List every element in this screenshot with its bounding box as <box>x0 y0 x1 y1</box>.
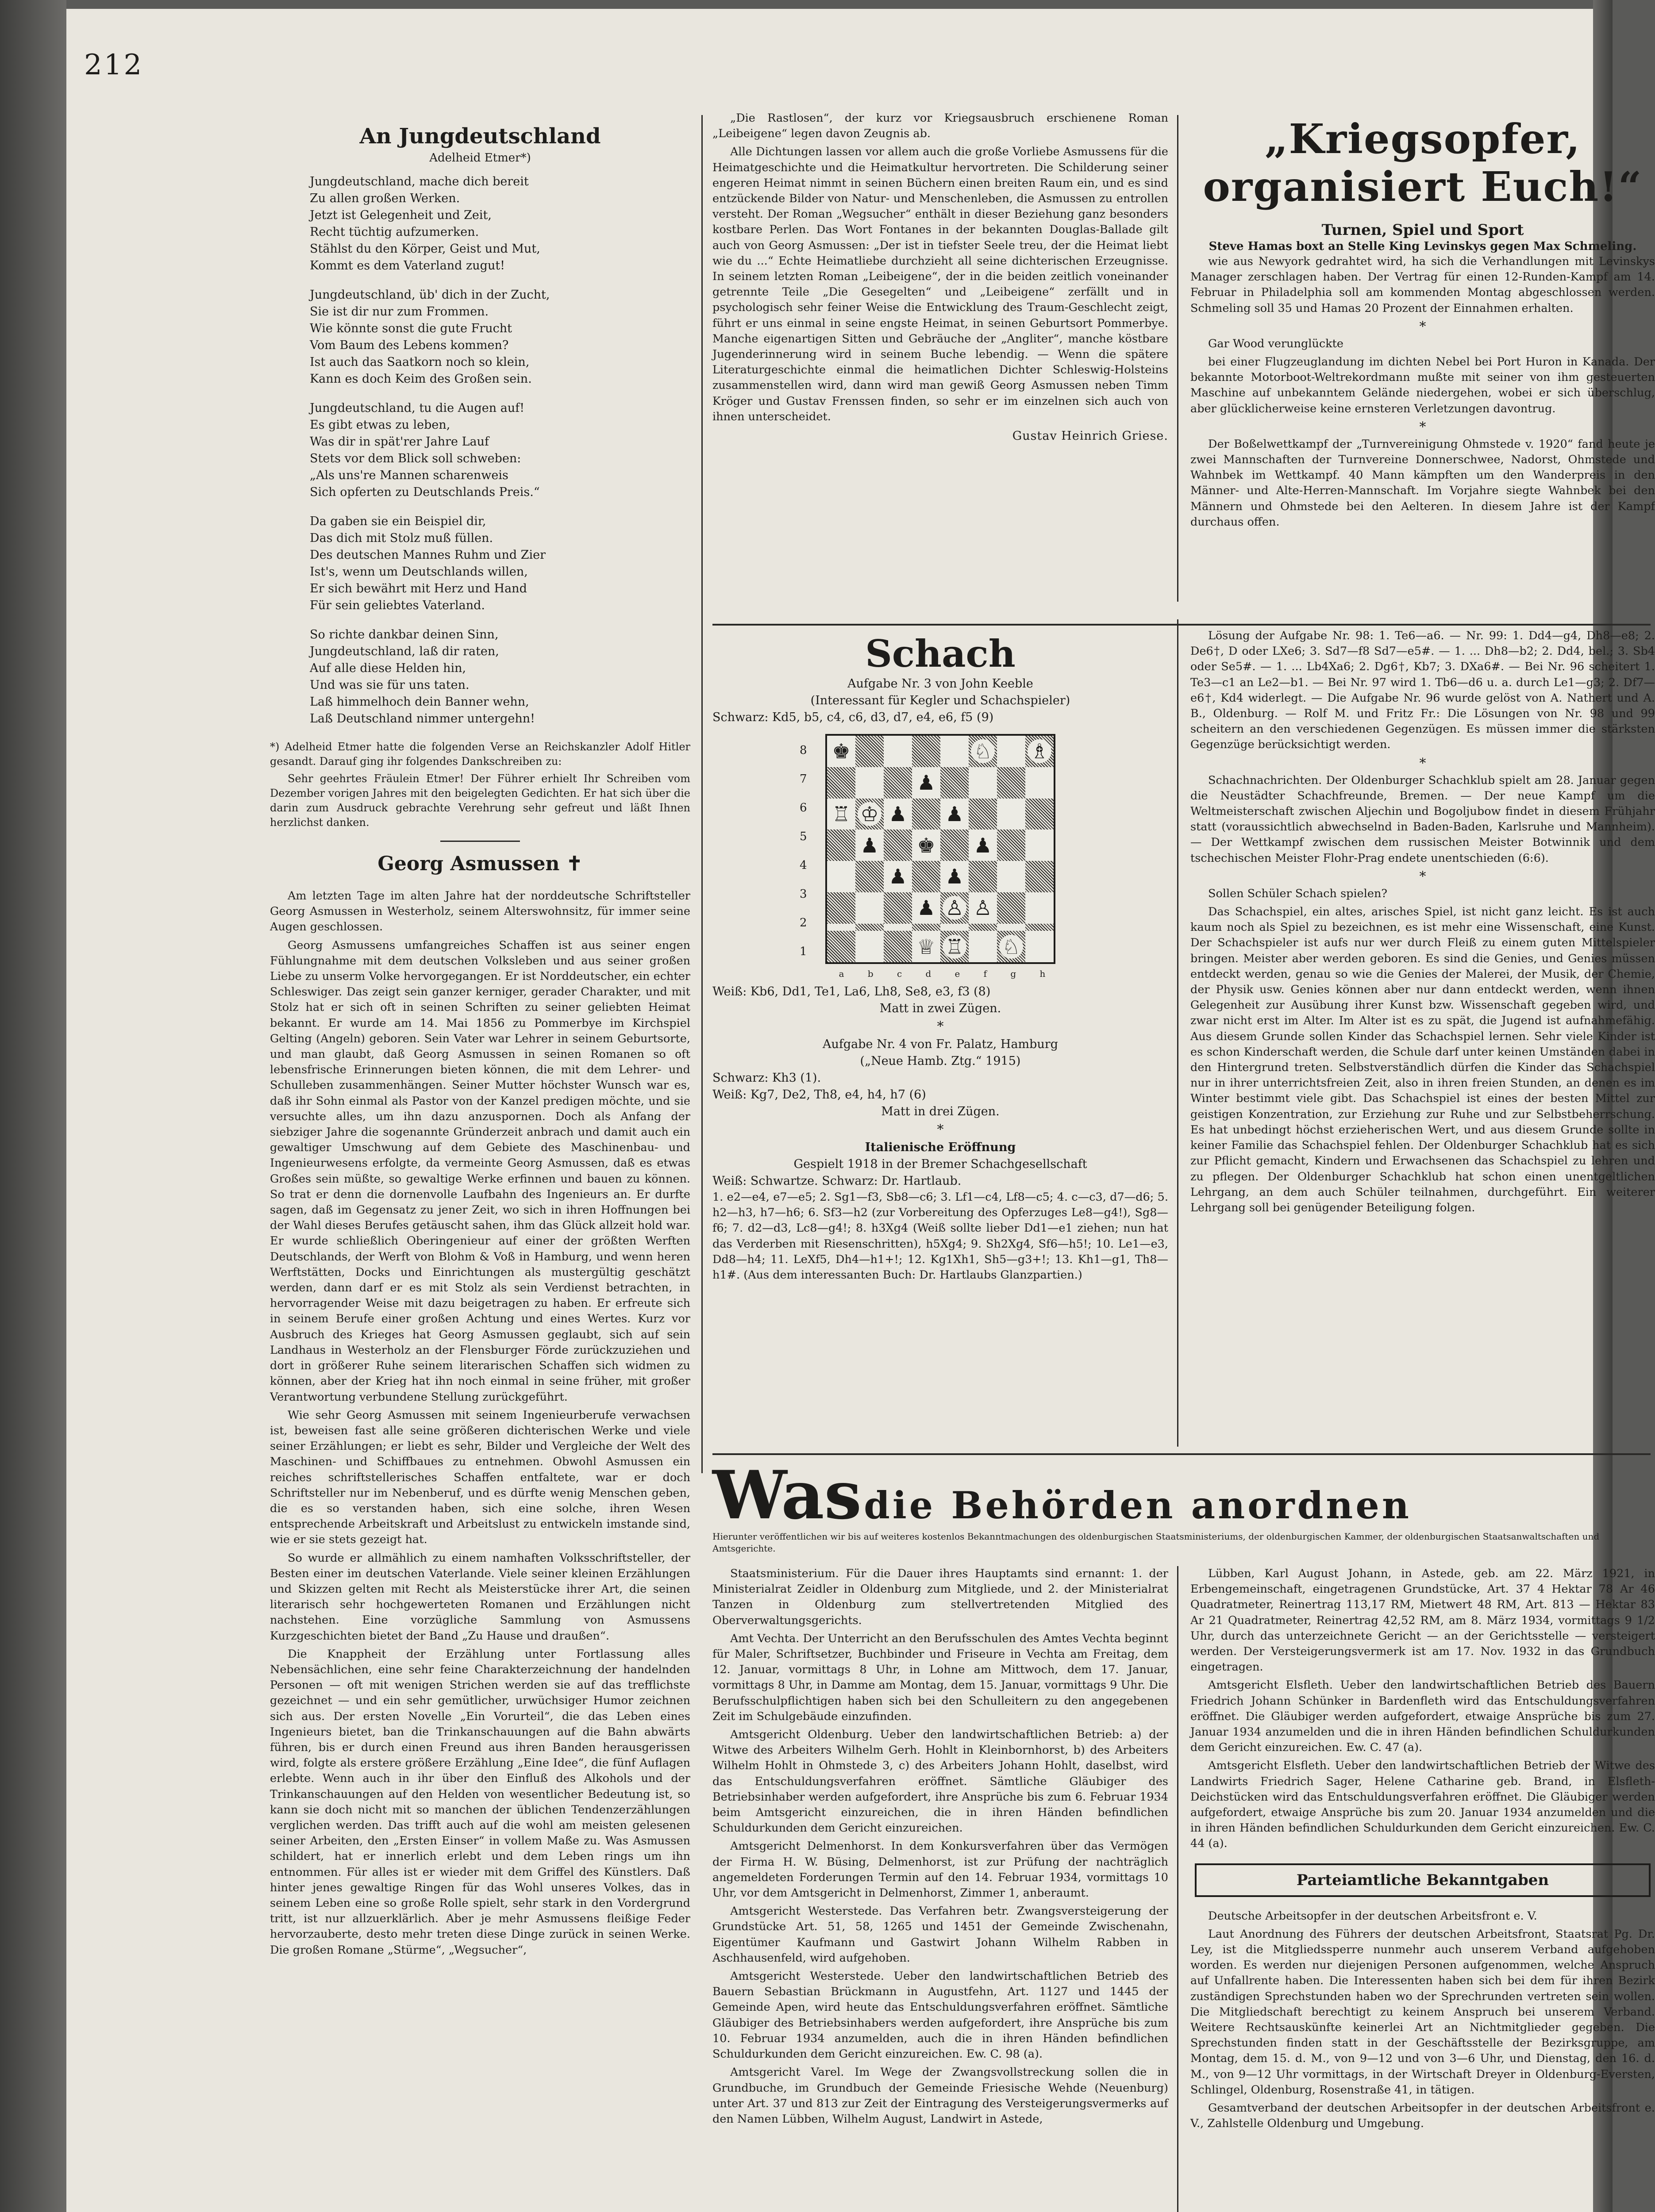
poem-line: Stählst du den Körper, Geist und Mut, <box>310 242 540 256</box>
board-square <box>997 767 1025 799</box>
poem-line: „Als uns're Mannen scharenweis <box>310 469 508 482</box>
sport-subtitle: Steve Hamas boxt an Stelle King Levinskys gegen Max Schmeling. <box>1209 240 1637 253</box>
chess-piece-icon: ♟ <box>858 833 881 857</box>
game-moves: 1. e2—e4, e7—e5; 2. Sg1—f3, Sb8—c6; 3. Lf1—c4, Lf8—c5; 4. c—c3, d7—d6; 5. h2—h3, h7—h6; 6. Sf3—h2 (zur Vorbereitung des Opferzuges Le8—g4!), Sg8—f6; 7. d2—d3, Lc8—g4!; 8. h3Xg4 (Weiß sollte lieber Dd1—e1 ziehen; nun hat das Verderben mit Riesenschritten), h5Xg4; 9. Sh2Xg4, Sf6—h5!; 10. Le1—e3, Dd8—h4; 11. LeXf5, Dh4—h1+!; 12. Kg1Xh1, Sh5—g3+!; 13. Kh1—g1, Th8—h1#. (Aus dem interessanten Buch: Dr. Hartlaubs Glanzpartien.) <box>712 1190 1168 1282</box>
paragraph: Sollen Schüler Schach spielen? <box>1208 887 1388 900</box>
poem-line: Laß Deutschland nimmer untergehn! <box>310 712 535 726</box>
chess-piece-icon: ♙ <box>943 896 966 920</box>
board-square <box>827 799 855 830</box>
board-square <box>827 924 855 931</box>
poem-stanza <box>270 173 690 274</box>
paragraph: Amtsgericht Westerstede. Ueber den landwirtschaftlichen Betrieb des Bauern Sebastian Brückmann in Augustfehn, Art. 1127 und 1445 der Gemeinde Apen, wird heute das Entschuldungsverfahren eröffnet. Sämtliche Gläubiger des Betriebsinhabers werden aufgefordert, ihre Ansprüche bis zum 10. Februar 1934 anzumelden, auch die in ihren Händen befindlichen Schuldurkunden dem Gericht einzureichen. Ew. C. 98 (a). <box>712 1970 1168 2061</box>
problem3-note: (Interessant für Kegler und Schachspieler) <box>810 694 1070 707</box>
chess-column <box>712 628 1168 1447</box>
chess-piece-icon: ♟ <box>914 771 938 795</box>
poem-line: So richte dankbar deinen Sinn, <box>310 628 499 641</box>
board-square <box>997 924 1025 931</box>
poem-stanza <box>270 400 690 501</box>
poem-line: Recht tüchtig aufzumerken. <box>310 225 479 239</box>
poem-stanza <box>270 287 690 388</box>
rank-label: 2 <box>800 916 807 929</box>
column-rule <box>1177 619 1178 1447</box>
board-square <box>855 736 884 767</box>
board-square <box>912 892 940 924</box>
problem3-title: Aufgabe Nr. 3 von John Keeble <box>847 677 1033 691</box>
newspaper-page <box>66 9 1655 2212</box>
poem-author: Adelheid Etmer*) <box>429 151 531 165</box>
board-square <box>1025 892 1054 924</box>
paragraph: Amt Vechta. Der Unterricht an den Berufsschulen des Amtes Vechta beginnt für Maler, Schriftsetzer, Buchbinder und Friseure in Vechta am Freitag, dem 12. Januar, vormittags 8 Uhr, in Lohne am Mittwoch, dem 17. Januar, vormittags 8 Uhr, in Damme am Montag, dem 15. Januar, vormittags 9 Uhr. Die Berufsschulpflichtigen haben sich bei den Schulleitern zu den angegebenen Zeit im Schulgebäude einzufinden. <box>712 1632 1168 1723</box>
column-rule <box>1177 115 1178 602</box>
rank-label: 8 <box>800 743 807 757</box>
paragraph: Wie sehr Georg Asmussen mit seinem Ingenieurberufe verwachsen ist, beweisen fast alle seine größeren dichterischen Werke und viele seiner Erzählungen; er liebt es sehr, Bilder und Vergleiche der Welt des Maschinen- und Schiffbaues zu entnehmen. Obwohl Asmussen ein reiches schriftstellerisches Schaffen entfaltete, war er doch Schriftsteller nur im Nebenberuf, und es dürfte wenig Menschen geben, die es so verstanden haben, sich eine solche, ihren Wesen entsprechende Arbeitskraft und Arbeitslust zu entwickeln imstande sind, wie er sie stets gezeigt hat. <box>270 1408 690 1547</box>
was-headline: Was <box>712 1456 862 1534</box>
paragraph: Die Knappheit der Erzählung unter Fortlassung alles Nebensächlichen, eine sehr feine Charakterzeichnung der handelnden Personen — oft mit wenigen Strichen werden sie auf das trefflichste gezeichnet — und ein sehr gemütlicher, urwüchsiger Humor zeichnen sich aus. Der ersten Novelle „Ein Vorurteil“, die das Leben eines Ingenieurs bietet, ban die Trinkanschauungen auf die Bahn abwärts führen, bis er durch einen Freund aus ihren Banden herausgerissen wird, folgte als erstere größere Erzählung „Eine Idee“, die fünf Auflagen erlebte. Wenn auch in ihr über den Einfluß des Alkohols und der Trinkanschauungen auf den Helden von wesentlicher Bedeutung ist, so kann sie doch nicht mit so manchen der üblichen Tendenzerzählungen verglichen werden. Das trifft auch auf die wohl am meisten gelesenen seiner Arbeiten, den „Ersten Einser“ in vollem Maße zu. Was Asmussen schildert, hat er innerlich erlebt und dem Leben rings um ihn entnommen. Für alles ist er wieder mit dem Griffel des Künstlers. Daß hinter jenes gewaltige Ringen für das Wohl unseres Volkes, das in seinem Leben eine so große Rolle spielt, sehr stark in den Vordergrund tritt, ist nur allzuerklärlich. Aber je mehr Asmussens fleißige Feder hervorzauberte, desto mehr treten diese Dinge zurück in seinen Werke. Die großen Romane „Stürme“, „Wegsucher“, <box>270 1647 690 1957</box>
paragraph: Georg Asmussens umfangreiches Schaffen ist aus seiner engen Fühlungnahme mit dem deutschen Volksleben und aus seiner großen Liebe zu unserm Volke hervorgegangen. Er ist Norddeutscher, ein echter Schleswiger. Das zeigt sein ganzer kerniger, gerader Charakter, und mit Stolz hat er sich oft in seinen Schriften zu seiner geliebten Heimat bekannt. Er wurde am 14. Mai 1856 zu Pommerbye im Kirchspiel Gelting (Angeln) geboren. Sein Vater war Lehrer in seinem Geburtsorte, und man glaubt, daß Georg Asmussen in seinen Romanen so oft lebensfrische Erinnerungen bieten können, die mit dem Lehrer- und Schulleben zusammenhängen. Seiner Mutter höchster Wunsch war es, daß ihr Sohn einmal als Pastor von der Kanzel predigen möchte, und sie versuchte alles, um ihn dazu anzuspornen. Doch als Anfang der siebziger Jahre die sogenannte Gründerzeit anbrach und damit auch ein gewaltiger Umschwung auf dem Gebiete des Maschinenbau- und Ingenieurwesens erfolgte, da vermeinte Georg Asmussen, daß es etwas Großes sein müßte, so gewaltige Werke erfinnen und bauen zu können. So trat er denn die dornenvolle Laufbahn des Ingenieurs an. Er durfte sagen, daß im Gegensatz zu jener Zeit, wo sich in ihren Hoffnungen bei der Wahl dieses Berufes getäuscht sahen, ihm das Glück allzeit hold war. Er wurde schließlich Oberingenieur auf einer der größten Werften Deutschlands, der Werft von Blohm & Voß in Hamburg, und wenn heren Werftstätten, Docks und Einrichtungen als mustergültig geschätzt werden, dann darf er es mit Stolz als sein Verdienst betrachten, in hervorragender Weise mit dazu beigetragen zu haben. Er erfreute sich in seinem Berufe einer großen Achtung und eines Wertes. Kurz vor Ausbruch des Krieges hat Georg Asmussen geglaubt, sich auf sein Landhaus in Westerholz an der Flensburger Förde zurückzuziehen und dort in größerer Ruhe seinem literarischen Schaffen sich widmen zu können, aber der Krieg hat ihn noch einmal in seine früher, mit großer Verantwortung verbundene Stellung zurückgeführt. <box>270 938 690 1404</box>
board-square <box>912 931 940 962</box>
board-square <box>969 861 997 892</box>
footnote-text: *) Adelheid Etmer hatte die folgenden Verse an Reichskanzler Adolf Hitler gesandt. Darauf ging ihr folgendes Dankschreiben zu: <box>270 741 690 768</box>
paragraph: So wurde er allmählich zu einem namhaften Volksschriftsteller, der Besten einer im deutschen Vaterlande. Viele seiner kleinen Erzählungen und Skizzen gelten mit Recht als Meisterstücke ihrer Art, die seinen literarisch sehr hochgewerteten Romanen und Erzählungen nicht nachstehen. Eine vorzügliche Sammlung von Asmussens Kurzgeschichten bietet der Band „Zu Hause und draußen“. <box>270 1551 690 1643</box>
board-square <box>969 931 997 962</box>
star: * <box>937 1122 944 1137</box>
problem4-task: Matt in drei Zügen. <box>881 1105 1000 1118</box>
paragraph: Gesamtverband der deutschen Arbeitsopfer in der deutschen Arbeitsfront e. V., Zahlstelle Oldenburg und Umgebung. <box>1190 2101 1655 2131</box>
poem-line: Stets vor dem Blick soll schweben: <box>310 452 521 465</box>
paragraph: Amtsgericht Elsfleth. Ueber den landwirtschaftlichen Betrieb der Witwe des Landwirts Friedrich Sager, Helene Catharine geb. Brand, in Elsfleth-Deichstücken wird das Entschuldungsverfahren eröffnet. Die Gläubiger werden aufgefordert, etwaige Ansprüche bis zum 20. Januar 1934 anzumelden und die in ihren Händen befindlichen Schuldurkunden dem Gericht einzureichen. Ew. C. 44 (a). <box>1190 1759 1655 1851</box>
board-square <box>912 736 940 767</box>
board-square <box>884 861 912 892</box>
board-square <box>997 736 1025 767</box>
board-square <box>1025 924 1054 931</box>
poem-line: Er sich bewährt mit Herz und Hand <box>310 582 527 595</box>
board-square <box>884 924 912 931</box>
poem-line: Das dich mit Stolz muß füllen. <box>310 531 493 545</box>
paragraph: Laut Anordnung des Führers der deutschen Arbeitsfront, Staatsrat Pg. Dr. Ley, ist die Mitgliedssperre nunmehr auch unserem Verband aufgehoben worden. Es werden nur diejenigen Personen aufgenommen, welche Anspruch auf Unfallrente haben. Die Interessenten haben sich bei dem für ihren Bezirk zuständigen Sprechstunden haben wo der Sprechrunden vertreten sein wollen. Die Mitgliedschaft berechtigt zu keinem Anspruch bei unserem Verband. Weitere Rechtsauskünfte keinerlei Art an Nichtmitglieder gegeben. Die Sprechstunden finden statt in der Geschäftsstelle der Bezirksgruppe, am Montag, dem 15. d. M., von 9—12 und von 3—6 Uhr, und Dienstag, den 16. d. M., von 9—12 Uhr vormittags, in der Wirtschaft Dreyer in Oldenburg-Eversten, Schlingel, Oldenburg, Rosenstraße 41, in tätigen. <box>1190 1927 1655 2097</box>
board-square <box>912 767 940 799</box>
chess-piece-icon: ♟ <box>914 896 938 920</box>
rank-label: 6 <box>800 801 807 814</box>
board-square <box>997 931 1025 962</box>
chess-title: Schach <box>865 632 1016 676</box>
board-square <box>827 892 855 924</box>
game-sub: Gespielt 1918 in der Bremer Schachgesellschaft <box>793 1157 1087 1171</box>
obituary-signature: Gustav Heinrich Griese. <box>1012 429 1168 443</box>
paragraph: Lübben, Karl August Johann, in Astede, geb. am 22. März 1921, in Erbengemeinschaft, eingetragenen Grundstücke, Art. 37 4 Hektar 78 Ar 46 Quadratmeter, Reinertrag 113,17 RM, Mietwert 48 RM, Art. 813 — Hektar 83 Ar 21 Quadratmeter, Reinertrag 42,52 RM, am 8. März 1934, vormittags 9 1/2 Uhr, durch das unterzeichnete Gericht — an der Gerichtsstelle — versteigert werden. Der Versteigerungsvermerk ist am 17. Nov. 1932 in das Grundbuch eingetragen. <box>1190 1567 1655 1674</box>
file-label: f <box>983 968 987 979</box>
chess-right-column <box>1190 628 1655 1447</box>
problem4-white: Weiß: Kg7, De2, Th8, e4, h4, h7 (6) <box>712 1088 926 1102</box>
poem-line: Jetzt ist Gelegenheit und Zeit, <box>310 208 492 222</box>
file-label: a <box>839 968 844 979</box>
paragraph: „Die Rastlosen“, der kurz vor Kriegsausbruch erschienene Roman „Leibeigene“ legen davon Zeugnis ab. <box>712 111 1168 141</box>
board-square <box>1025 931 1054 962</box>
poem-line: Vom Baum des Lebens kommen? <box>310 338 509 352</box>
authorities-headline: die Behörden anordnen <box>864 1483 1412 1527</box>
poem-stanza <box>270 626 690 727</box>
problem4-source: („Neue Hamb. Ztg.“ 1915) <box>860 1054 1021 1068</box>
chess-piece-icon: ♟ <box>886 864 910 888</box>
chess-piece-icon: ♖ <box>829 802 853 826</box>
board-square <box>912 861 940 892</box>
problem4-black: Schwarz: Kh3 (1). <box>712 1071 821 1085</box>
paragraph: * <box>1419 419 1426 435</box>
poem-line: Jungdeutschland, üb' dich in der Zucht, <box>310 288 550 302</box>
board-square <box>940 830 969 861</box>
board-square <box>827 736 855 767</box>
paragraph: Amtsgericht Oldenburg. Ueber den landwirtschaftlichen Betrieb: a) der Witwe des Arbeiters Wilhelm Gerh. Hohlt in Kleinbornhorst, b) des Arbeiters Wilhelm Hohlt in Ohmstede 3, c) des Arbeiters Johann Hohlt, daselbst, wird das Entschuldungsverfahren eröffnet. Sämtliche Gläubiger des Betriebsinhaber werden aufgefordert, ihre Ansprüche bis zum 6. Februar 1934 beim Amtsgericht einzureichen, die in ihren Händen befindlichen Schuldurkunden dem Gericht einzureichen. <box>712 1728 1168 1835</box>
sport-body <box>1190 254 1655 530</box>
file-label: g <box>1010 968 1016 979</box>
poem-line: Ist's, wenn um Deutschlands willen, <box>310 565 528 579</box>
rank-label: 5 <box>800 830 807 843</box>
board-square <box>940 736 969 767</box>
board-square <box>997 892 1025 924</box>
rank-label: 3 <box>800 887 807 901</box>
poem <box>270 173 690 727</box>
board-square <box>997 830 1025 861</box>
board-square <box>969 767 997 799</box>
board-square <box>997 799 1025 830</box>
board-square <box>940 924 969 931</box>
board-square <box>827 767 855 799</box>
section-rule <box>712 1453 1651 1455</box>
board-square <box>1025 830 1054 861</box>
paragraph: bei einer Flugzeuglandung im dichten Nebel bei Port Huron in Kanada. Der bekannte Motorboot-Weltrekordmann mußte mit seiner von ihm gesteuerten Maschine auf unbekanntem Gelände niedergehen, wobei er sich überschlug, aber glücklicherweise keine ernsteren Verletzungen davontrug. <box>1190 355 1655 415</box>
page-number: 212 <box>84 49 144 81</box>
board-square <box>855 799 884 830</box>
poem-stanza <box>270 513 690 614</box>
paragraph: * <box>1419 755 1426 771</box>
board-square <box>884 892 912 924</box>
banner-headline: „Kriegsopfer, organisiert Euch!“ <box>1203 115 1643 211</box>
board-square <box>884 931 912 962</box>
column-middle-top <box>712 111 1168 611</box>
chess-piece-icon: ♟ <box>971 833 995 857</box>
file-label: c <box>897 968 902 979</box>
board-square <box>969 736 997 767</box>
chess-piece-icon: ♘ <box>971 739 995 763</box>
chess-piece-icon: ♚ <box>829 739 853 763</box>
poem-line: Kann es doch Keim des Großen sein. <box>310 372 532 386</box>
board-square <box>827 931 855 962</box>
problem4-title: Aufgabe Nr. 4 von Fr. Palatz, Hamburg <box>822 1037 1058 1051</box>
paragraph: wie aus Newyork gedrahtet wird, ha sich die Verhandlungen mit Levinskys Manager zerschlagen haben. Der Vertrag für einen 12-Runden-Kampf am 14. Februar in Philadelphia soll am kommenden Montag abgeschlossen werden. Schmeling soll 35 und Hamas 20 Prozent der Einnahmen erhalten. <box>1190 255 1655 315</box>
column-right-top <box>1190 111 1655 611</box>
paragraph: Gar Wood verunglückte <box>1208 337 1343 350</box>
poem-line: Sie ist dir nur zum Frommen. <box>310 305 489 319</box>
paragraph: Amtsgericht Westerstede. Das Verfahren betr. Zwangsversteigerung der Grundstücke Art. 51, 58, 1265 und 1451 der Gemeinde Zwischenahn, Eigentümer Kaufmann und Gastwirt Johann Wilhelm Rabben in Aschhausenfeld, wird aufgehoben. <box>712 1905 1168 1965</box>
poem-footnote <box>270 740 690 830</box>
chess-piece-icon: ♔ <box>858 802 881 826</box>
poem-line: Zu allen großen Werken. <box>310 192 460 205</box>
poem-line: Wie könnte sonst die gute Frucht <box>310 322 512 335</box>
paragraph: Amtsgericht Elsfleth. Ueber den landwirtschaftlichen Betrieb des Bauern Friedrich Johann Schünker in Bardenfleth wird das Entschuldungsverfahren eröffnet. Die Gläubiger werden aufgefordert, etwaige Ansprüche bis zum 27. Januar 1934 anzumelden und die in ihren Händen befindlichen Schuldurkunden dem Gericht einzureichen. Ew. C. 47 (a). <box>1190 1678 1655 1755</box>
paragraph: Deutsche Arbeitsopfer in der deutschen Arbeitsfront e. V. <box>1208 1909 1537 1923</box>
obituary-title: Georg Asmussen ✝ <box>377 853 583 875</box>
column-rule <box>701 115 703 1473</box>
authorities-header <box>712 1456 1651 1554</box>
board-square <box>855 924 884 931</box>
board-square <box>969 799 997 830</box>
board-square <box>827 861 855 892</box>
authorities-left <box>712 1566 1168 2212</box>
rank-label: 1 <box>800 945 807 958</box>
board-square <box>997 861 1025 892</box>
rank-label: 7 <box>800 772 807 786</box>
poem-line: Sich opferten zu Deutschlands Preis.“ <box>310 485 540 499</box>
poem-line: Laß himmelhoch dein Banner wehn, <box>310 695 529 709</box>
paragraph: * <box>1419 868 1426 884</box>
board-square <box>912 799 940 830</box>
footnote-letter: Sehr geehrtes Fräulein Etmer! Der Führer erhielt Ihr Schreiben vom Dezember vorigen Jahres mit den beigelegten Gedichten. Er hat sich über die darin zum Ausdruck gebrachte Verehrung sehr gefreut und läßt Ihnen herzlichst danken. <box>270 772 690 829</box>
chess-news <box>1190 628 1655 1216</box>
paragraph: Der Boßelwettkampf der „Turnvereinigung Ohmstede v. 1920“ fand heute je zwei Mannschaften der Turnvereine Donnerschwee, Nadorst, Ohmstede und Wahnbek im Wettkampf. 40 Mann kämpften um den Wanderpreis in den Männer- und Alte-Herren-Mannschaft. Im Vorjahre siegte Wahnbek bei den Männern und Ohmstede bei den Aelteren. In diesem Jahre ist der Kampf durchaus offen. <box>1190 437 1655 529</box>
paragraph: Amtsgericht Delmenhorst. In dem Konkursverfahren über das Vermögen der Firma H. W. Büsing, Delmenhorst, ist zur Prüfung der nachträglich angemeldeten Forderungen Termin auf den 14. Februar 1934, vormittags 10 Uhr, vor dem Amtsgericht in Delmenhorst, Zimmer 1, anberaumt. <box>712 1839 1168 1900</box>
authorities-right-body <box>1190 1566 1655 1852</box>
board-square <box>827 830 855 861</box>
board-square <box>884 767 912 799</box>
paragraph: Lösung der Aufgabe Nr. 98: 1. Te6—a6. — Nr. 99: 1. Dd4—g4, Dh8—e8; 2. De6†, D oder LXe6; 3. Sd7—f8 Sd7—e5#. — 1. ... Dh8—b2; 2. Dd4, bel.; 3. Sb4 oder Se5#. — 1. ... Lb4Xa6; 2. Dg6†, Kb7; 3. DXa6#. — Bei Nr. 96 scheitert 1. Te3—c1 an Le2—b1. — Bei Nr. 97 wird 1. Tb6—d6 u. a. durch Le1—g3; 2. Df7—e6†, Kd4 widerlegt. — Die Aufgabe Nr. 96 wurde gelöst von A. Nathert und A. B., Oldenburg. — Rolf M. und Fritz Fr.: Die Lösungen von Nr. 98 und 99 scheitern an den verschiedenen Gegenzügen. Es müssen immer die stärksten Gegenzüge berücksichtigt werden. <box>1190 629 1655 752</box>
authorities-right <box>1190 1566 1655 2212</box>
board-square <box>940 892 969 924</box>
file-label: d <box>925 968 931 979</box>
board-ranks <box>800 736 807 966</box>
party-notices-body <box>1190 1909 1655 2132</box>
poem-line: Kommt es dem Vaterland zugut! <box>310 259 505 273</box>
poem-line: Und was sie für uns taten. <box>310 678 470 692</box>
board-square <box>969 830 997 861</box>
file-label: h <box>1039 968 1046 979</box>
column-rule <box>1177 1566 1178 2212</box>
poem-line: Jungdeutschland, mache dich bereit <box>310 175 529 188</box>
poem-line: Jungdeutschland, laß dir raten, <box>310 645 499 658</box>
paragraph: Am letzten Tage im alten Jahre hat der norddeutsche Schriftsteller Georg Asmussen in Westerholz, seinem Alterswohnsitz, für immer seine Augen geschlossen. <box>270 889 690 934</box>
chess-piece-icon: ♖ <box>943 935 966 959</box>
board-square <box>1025 767 1054 799</box>
chess-piece-icon: ♙ <box>971 896 995 920</box>
poem-line: Was dir in spät'rer Jahre Lauf <box>310 435 489 449</box>
book-gutter <box>0 0 66 2212</box>
board-square <box>1025 736 1054 767</box>
poem-line: Ist auch das Saatkorn noch so klein, <box>310 355 530 369</box>
board-square <box>940 931 969 962</box>
game-title: Italienische Eröffnung <box>865 1141 1016 1154</box>
board-square <box>884 736 912 767</box>
problem3-black: Schwarz: Kd5, b5, c4, c6, d3, d7, e4, e6, f5 (9) <box>712 710 994 724</box>
poem-line: Es gibt etwas zu leben, <box>310 418 450 432</box>
game-players: Weiß: Schwartze. Schwarz: Dr. Hartlaub. <box>712 1174 962 1188</box>
board-square <box>969 924 997 931</box>
column-left <box>270 111 690 1961</box>
paragraph: Amtsgericht Varel. Im Wege der Zwangsvollstreckung sollen die in Grundbuche, im Grundbuch der Gemeinde Friesische Wehde (Neuenburg) unter Art. 37 und 813 zur Zeit der Eintragung des Versteigerungsvermerks auf den Namen Lübben, Wilhelm August, Landwirt in Astede, <box>712 2066 1168 2126</box>
authorities-intro: Hierunter veröffentlichen wir bis auf weiteres kostenlos Bekanntmachungen des oldenburgischen Staatsministeriums, der oldenburgischen Kammer, der oldenburgischen Staatsanwaltschaften und Amtsgerichte. <box>712 1531 1600 1554</box>
chess-piece-icon: ♟ <box>943 864 966 888</box>
file-label: e <box>955 968 960 979</box>
rank-label: 4 <box>800 858 807 872</box>
poem-title: An Jungdeutschland <box>359 124 601 149</box>
problem3-task: Matt in zwei Zügen. <box>879 1002 1001 1015</box>
board-square <box>912 924 940 931</box>
board-square <box>969 892 997 924</box>
board-square <box>855 767 884 799</box>
authorities-left-body <box>712 1566 1168 2127</box>
chess-piece-icon: ♚ <box>914 833 938 857</box>
board-square <box>940 767 969 799</box>
separator <box>440 841 520 842</box>
chess-piece-icon: ♟ <box>943 802 966 826</box>
board-square <box>1025 799 1054 830</box>
board-square <box>940 861 969 892</box>
problem3-white: Weiß: Kb6, Dd1, Te1, La6, Lh8, Se8, e3, f3 (8) <box>712 985 991 998</box>
board-square <box>855 861 884 892</box>
board-square <box>855 830 884 861</box>
board-square <box>1025 861 1054 892</box>
section-rule <box>712 624 1651 626</box>
poem-line: Da gaben sie ein Beispiel dir, <box>310 515 486 528</box>
chess-board <box>800 734 1055 979</box>
paragraph: Schachnachrichten. Der Oldenburger Schachklub spielt am 28. Januar gegen die Neustädter Schachfreunde, Bremen. — Der neue Kampf um die Weltmeisterschaft zwischen Aljechin und Bogoljubow findet in diesem Frühjahr statt (voraussichtlich abwechselnd in Baden-Baden, Karlsruhe und Mannheim). — Der Wettkampf zwischen dem russischen Meister Botwinnik und dem tschechischen Meister Flohr-Prag endete unentschieden (6:6). <box>1190 773 1655 865</box>
board-square <box>884 830 912 861</box>
paragraph: * <box>1419 319 1426 334</box>
file-label: b <box>867 968 874 979</box>
sport-title: Turnen, Spiel und Sport <box>1321 221 1524 239</box>
poem-line: Für sein geliebtes Vaterland. <box>310 599 485 612</box>
poem-line: Jungdeutschland, tu die Augen auf! <box>310 401 525 415</box>
chess-piece-icon: ♗ <box>1028 739 1051 763</box>
board-files <box>827 968 1057 979</box>
chess-piece-icon: ♕ <box>914 935 938 959</box>
paragraph: Staatsministerium. Für die Dauer ihres Hauptamts sind ernannt: 1. der Ministerialrat Zeidler in Oldenburg zum Mitgliede, und 2. der Ministerialrat Tanzen in Oldenburg zum stellvertretenden Mitglied des Oberverwaltungsgerichts. <box>712 1567 1168 1627</box>
board-square <box>912 830 940 861</box>
obituary-continued <box>712 111 1168 425</box>
poem-line: Des deutschen Mannes Ruhm und Zier <box>310 548 546 562</box>
obituary-body <box>270 888 690 1958</box>
paragraph: Das Schachspiel, ein altes, arisches Spiel, ist nicht ganz leicht. Es ist auch kaum noch als Spiel zu bezeichnen, es ist mehr eine Wissenschaft, eine Kunst. Der Schachspieler ist aufs nur wer durch Fleiß zu einem guten Mittelspieler bringen. Meister aber werden geboren. Es sind die Genies, und Genies müssen entdeckt werden, genau so wie die Genies der Malerei, der Musik, der Chemie, der Physik usw. Genies können aber nur dann entdeckt werden, wenn ihnen Gelegenheit zur Ausübung ihrer Kunst bzw. Wissenschaft gegeben wird, und zwar nicht erst im Alter. Im Alter ist es zu spät, die Jugend ist aufnahmefähig. Aus diesem Grunde sollen Kinder das Schachspiel lernen. Sehr viele Kinder ist es schon Kinderschaft werden, die Schule darf unter keinen Umständen dabei in den Hintergrund treten. Selbstverständlich dürfen die Kinder das Schachspiel nur in ihrer unterrichtsfreien Zeit, also in ihren freien Stunden, an denen es im Winter bestimmt viele gibt. Das Schachspiel ist eines der besten Mittel zur geistigen Konzentration, zur Erziehung zur Ruhe und zur Selbstbeherrschung. Es hat unbedingt höchst erzieherischen Wert, und aus diesem Grunde sollte in keiner Familie das Schachspiel fehlen. Der Oldenburger Schachklub hat es sich zur Pflicht gemacht, Kindern und Erwachsenen das Schachspiel zu lehren und zu pflegen. Der Oldenburger Schachklub hat schon einen unentgeltlichen Lehrgang, an dem auch Schüler teilnahmen, durchgeführt. Ein weiterer Lehrgang soll bei genügender Beteiligung folgen. <box>1190 905 1655 1214</box>
board-square <box>855 892 884 924</box>
party-notices-box: Parteiamtliche Bekanntgaben <box>1195 1863 1651 1897</box>
board-square <box>855 931 884 962</box>
chess-piece-icon: ♘ <box>999 935 1023 959</box>
board-square <box>884 799 912 830</box>
star: * <box>937 1019 944 1034</box>
poem-line: Auf alle diese Helden hin, <box>310 661 466 675</box>
paragraph: Alle Dichtungen lassen vor allem auch die große Vorliebe Asmussens für die Heimatgeschichte und die Heimatkultur hervortreten. Die Schilderung seiner engeren Heimat nimmt in seinen Büchern einen breiten Raum ein, und es sind entzückende Bilder von Natur- und Menschenleben, die Asmussen zu entrollen versteht. Der Roman „Wegsucher“ enthält in dieser Beziehung ganz besonders kostbare Perlen. Das Wort Fontanes in der bekannten Douglas-Ballade gilt auch von Georg Asmussen: „Der ist in tiefster Seele treu, der die Heimat liebt wie du ...“ Echte Heimatliebe durchzieht all seine dichterischen Erzeugnisse. In seinem letzten Roman „Leibeigene“, der in die beiden zeitlich voneinander getrennte Teile „Die Gesegelten“ und „Leibeigene“ zerfällt und in psychologisch sehr feiner Weise die Entwicklung des Traum-Geschlecht zeigt, führt er uns einmal in seine engste Heimat, in seinen Geburtsort Pommerbye. Manche eigenartigen Sitten und Gebräuche der „Angliter“, manche köstbare Jugenderinnerung wird in seinem Buche lebendig. — Wenn die spätere Literaturgeschichte einmal die heimatlichen Dichter Schleswig-Holsteins zusammenstellen wird, dann wird man gewiß Georg Asmussen neben Timm Kröger und Gustav Frenssen finden, so sehr er im einzelnen sich auch von ihnen unterscheidet. <box>712 145 1168 423</box>
board-square <box>940 799 969 830</box>
chess-piece-icon: ♟ <box>886 802 910 826</box>
